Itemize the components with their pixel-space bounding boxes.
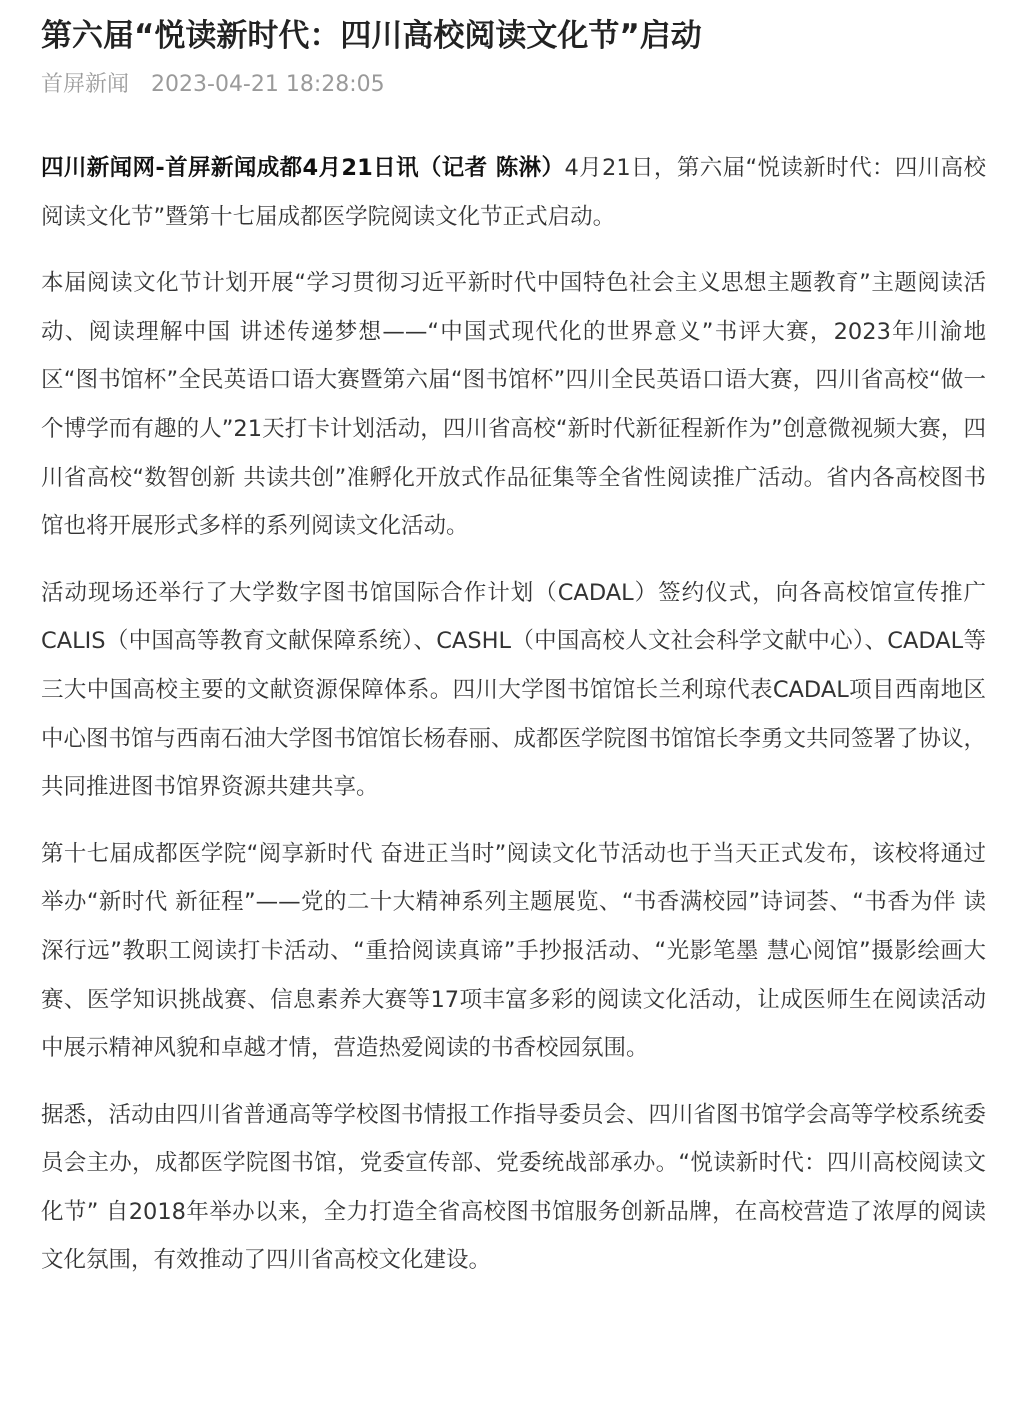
paragraph-text: 4月21日，第六届“悦读新时代：四川高校阅读文化节”暨第十七届成都医学院阅读文化节正式启动。 — [41, 155, 987, 230]
article-paragraph — [41, 830, 986, 1073]
paragraph-text: 据悉，活动由四川省普通高等学校图书情报工作指导委员会、四川省图书馆学会高等学校系统委员会主办，成都医学院图书馆，党委宣传部、党委统战部承办。“悦读新时代：四川高校阅读文化节” 自2018年举办以来，全力打造全省高校图书馆服务创新品牌，在高校营造了浓厚的阅读文化氛围，有效推动了四川省高校文化建设。 — [41, 1101, 987, 1274]
article-source: 首屏新闻 — [41, 72, 130, 97]
article-datetime: 2023-04-21 18:28:05 — [151, 72, 385, 97]
paragraph-text: 活动现场还举行了大学数字图书馆国际合作计划（CADAL）签约仪式，向各高校馆宣传推广CALIS（中国高等教育文献保障系统）、CASHL（中国高校人文社会科学文献中心）、CADAL等三大中国高校主要的文献资源保障体系。四川大学图书馆馆长兰利琼代表CADAL项目西南地区中心图书馆与西南石油大学图书馆馆长杨春丽、成都医学院图书馆馆长李勇文共同签署了协议，共同推进图书馆界资源共建共享。 — [41, 579, 987, 801]
article-paragraph — [41, 144, 986, 241]
article-paragraph — [41, 259, 986, 551]
article-body — [41, 144, 986, 1285]
article-title: 第六届“悦读新时代：四川高校阅读文化节”启动 — [41, 18, 702, 54]
paragraph-text: 第十七届成都医学院“阅享新时代 奋进正当时”阅读文化节活动也于当天正式发布，该校将通过举办“新时代 新征程”——党的二十大精神系列主题展览、“书香满校园”诗词荟、“书香为伴 读深行远”教职工阅读打卡活动、“重拾阅读真谛”手抄报活动、“光影笔墨 慧心阅馆”摄影绘画大赛、医学知识挑战赛、信息素养大赛等17项丰富多彩的阅读文化活动，让成医师生在阅读活动中展示精神风貌和卓越才情，营造热爱阅读的书香校园氛围。 — [41, 840, 986, 1062]
paragraph-lead: 四川新闻网-首屏新闻成都4月21日讯（记者 陈淋） — [41, 155, 565, 181]
article-paragraph — [41, 1091, 986, 1285]
article-paragraph — [41, 569, 986, 812]
article-meta — [41, 70, 986, 100]
paragraph-text: 本届阅读文化节计划开展“学习贯彻习近平新时代中国特色社会主义思想主题教育”主题阅读活动、阅读理解中国 讲述传递梦想——“中国式现代化的世界意义”书评大赛，2023年川渝地区“图书馆杯”全民英语口语大赛暨第六届“图书馆杯”四川全民英语口语大赛，四川省高校“做一个博学而有趣的人”21天打卡计划活动，四川省高校“新时代新征程新作为”创意微视频大赛，四川省高校“数智创新 共读共创”准孵化开放式作品征集等全省性阅读推广活动。省内各高校图书馆也将开展形式多样的系列阅读文化活动。 — [41, 270, 986, 540]
